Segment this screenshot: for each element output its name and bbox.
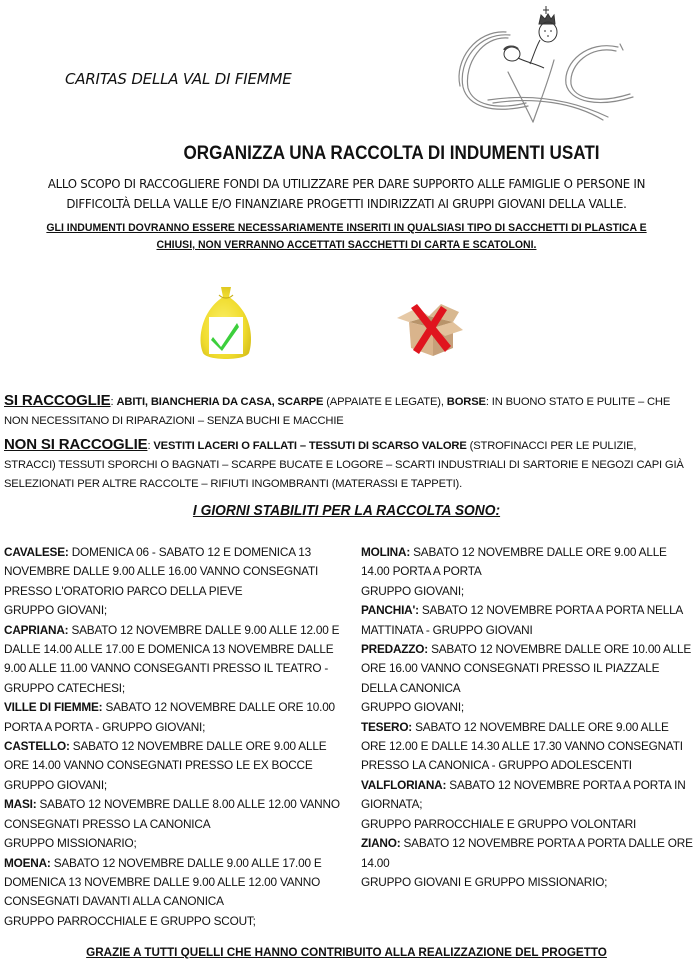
schedule-group: GRUPPO MISSIONARIO; — [4, 836, 137, 851]
schedule-entry — [4, 737, 349, 795]
schedule-entry — [361, 543, 693, 601]
yellow-bag-checkmark-icon — [195, 285, 257, 363]
schedule-entry — [4, 854, 349, 932]
schedule-entry — [361, 834, 693, 892]
not-collected-sep: : — [147, 440, 154, 452]
intro-line-1: ALLO SCOPO DI RACCOGLIERE FONDI DA UTILIZZARE PER DARE SUPPORTO ALLE FAMIGLIE O PERSONE IN — [47, 177, 646, 191]
not-collected-items: VESTITI LACERI O FALLATI – TESSUTI DI SCARSO VALORE — [153, 440, 467, 452]
schedule-details: SABATO 12 NOVEMBRE PORTA A PORTA DALLE ORE 14.00 — [361, 836, 693, 870]
schedule-group: GRUPPO GIOVANI; — [361, 583, 464, 598]
collected-items-note: (APPAIATE E LEGATE), — [323, 396, 447, 408]
place-name: CAPRIANA: — [4, 622, 69, 637]
thanks-footer: GRAZIE A TUTTI QUELLI CHE HANNO CONTRIBUITO ALLA REALIZZAZIONE DEL PROGETTO — [86, 945, 607, 959]
schedule-entry — [4, 543, 349, 621]
not-collected-label: NON SI RACCOGLIE — [4, 436, 148, 453]
place-name: VALFLORIANA: — [361, 777, 447, 792]
not-collected-details: (STROFINACCI PER LE PULIZIE, STRACCI) TESSUTI SPORCHI O BAGNATI – SCARPE BUCATE E LOGORE – SCARTI INDUSTRIALI DI SARTORIE E NEGOZI CAPI GIÀ SELEZIONATI PER ALTRE RACCOLTE – RIFIUTI INGOMBRANTI (MATERASSI E TAPPETI). — [4, 440, 684, 490]
schedule-details: SABATO 12 NOVEMBRE DALLE 9.00 ALLE 12.00 E DALLE 14.00 ALLE 17.00 E DOMENICA 13 NOVEMBRE DALLE 9.00 ALLE 11.00 VANNO CONSEGANTI PRESSO IL TEATRO - GRUPPO CATECHESI; — [4, 622, 340, 695]
place-name: TESERO: — [361, 719, 413, 734]
warning-line-1: GLI INDUMENTI DOVRANNO ESSERE NECESSARIAMENTE INSERITI IN QUALSIASI TIPO DI SACCHETTI DI PLASTICA E — [46, 222, 647, 234]
collected-bags: BORSE — [446, 396, 486, 408]
place-name: MASI: — [4, 797, 37, 812]
schedule-details: DOMENICA 06 - SABATO 12 E DOMENICA 13 NOVEMBRE DALLE 9.00 ALLE 16.00 VANNO CONSEGNATI PRESSO L'ORATORIO PARCO DELLA PIEVE — [4, 545, 319, 598]
schedule-details: SABATO 12 NOVEMBRE DALLE 9.00 ALLE 17.00 E DOMENICA 13 NOVEMBRE DALLE 9.00 ALLE 12.00 VANNO CONSEGNATI DAVANTI ALLA CANONICA — [4, 855, 322, 909]
schedule-details: SABATO 12 NOVEMBRE DALLE ORE 9.00 ALLE 14.00 PORTA A PORTA — [361, 545, 667, 579]
collection-days-heading: I GIORNI STABILITI PER LA RACCOLTA SONO: — [192, 502, 501, 519]
intro-line-2: DIFFICOLTÀ DELLA VALLE E/O FINANZIARE PROGETTI INDIRIZZATI AI GRUPPI GIOVANI DELLA VALLE. — [66, 197, 627, 211]
place-name: CAVALESE: — [4, 545, 69, 559]
packaging-warning — [24, 220, 668, 254]
schedule-details: SABATO 12 NOVEMBRE DALLE ORE 10.00 ALLE ORE 16.00 VANNO CONSEGNATI PRESSO IL PIAZZALE DELLA CANONICA — [361, 642, 692, 695]
not-collected-items-section — [4, 435, 690, 494]
collected-items-section — [4, 391, 690, 431]
schedule-group: GRUPPO GIOVANI; — [4, 777, 107, 792]
place-name: VILLE DI FIEMME: — [4, 700, 103, 715]
schedule-details: SABATO 12 NOVEMBRE DALLE ORE 10.00 PORTA A PORTA - GRUPPO GIOVANI; — [4, 700, 335, 734]
caritas-logo-icon — [448, 2, 658, 130]
page-title: ORGANIZZA UNA RACCOLTA DI INDUMENTI USATI — [183, 143, 600, 164]
schedule-group: GRUPPO PARROCCHIALE E GRUPPO VOLONTARI — [361, 816, 637, 831]
schedule-details: SABATO 12 NOVEMBRE PORTA A PORTA IN GIORNATA; — [361, 777, 686, 812]
place-name: ZIANO: — [361, 836, 401, 851]
cardboard-box-x-icon — [395, 300, 465, 358]
collected-items: ABITI, BIANCHERIA DA CASA, SCARPE — [116, 396, 324, 408]
collected-sep: : — [110, 396, 117, 408]
place-name: PANCHIA': — [361, 603, 419, 618]
schedule-column-right — [361, 543, 693, 892]
warning-line-2: CHIUSI, NON VERRANNO ACCETTATI SACCHETTI DI CARTA E SCATOLONI. — [156, 239, 537, 251]
schedule-entry — [361, 640, 693, 718]
place-name: CASTELLO: — [4, 739, 70, 754]
place-name: MOENA: — [4, 855, 51, 870]
schedule-details: SABATO 12 NOVEMBRE PORTA A PORTA NELLA MATTINATA - GRUPPO GIOVANI — [361, 603, 683, 637]
schedule-entry — [4, 621, 349, 699]
schedule-details: SABATO 12 NOVEMBRE DALLE ORE 9.00 ALLE ORE 14.00 VANNO CONSEGNATI PRESSO LE EX BOCCE — [4, 739, 327, 773]
schedule-entry — [361, 776, 693, 834]
schedule-entry — [361, 601, 693, 640]
place-name: MOLINA: — [361, 545, 411, 559]
organization-name: CARITAS DELLA VAL DI FIEMME — [65, 70, 292, 88]
schedule-details: SABATO 12 NOVEMBRE DALLE ORE 9.00 ALLE ORE 12.00 E DALLE 14.30 ALLE 17.30 VANNO CONSEGNATI PRESSO LA CANONICA - GRUPPO ADOLESCENTI — [361, 719, 683, 773]
schedule-column-left — [4, 543, 349, 931]
intro-paragraph — [14, 174, 679, 214]
schedule-entry — [361, 718, 693, 776]
schedule-entry — [4, 698, 349, 737]
schedule-group: GRUPPO GIOVANI; — [361, 700, 464, 715]
place-name: PREDAZZO: — [361, 642, 429, 657]
collected-conditions: : IN BUONO STATO E PULITE – CHE NON NECESSITANO DI RIPARAZIONI – SENZA BUCHI E MACCHIE — [4, 396, 671, 427]
schedule-group: GRUPPO PARROCCHIALE E GRUPPO SCOUT; — [4, 913, 256, 928]
schedule-group: GRUPPO GIOVANI E GRUPPO MISSIONARIO; — [361, 874, 608, 889]
collected-label: SI RACCOGLIE — [4, 392, 111, 409]
schedule-details: SABATO 12 NOVEMBRE DALLE 8.00 ALLE 12.00 VANNO CONSEGNATI PRESSO LA CANONICA — [4, 797, 340, 831]
schedule-entry — [4, 795, 349, 853]
schedule-group: GRUPPO GIOVANI; — [4, 603, 107, 618]
